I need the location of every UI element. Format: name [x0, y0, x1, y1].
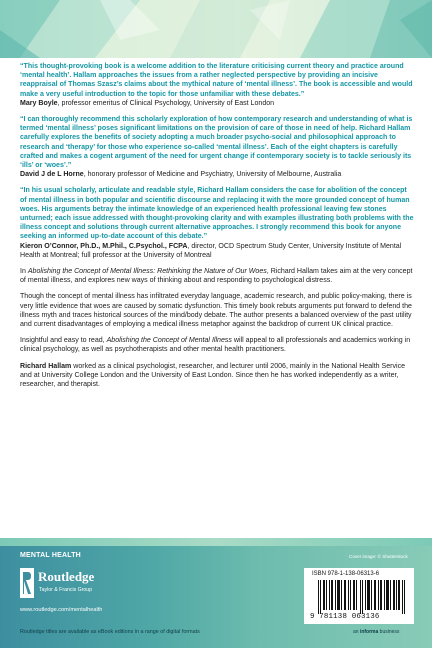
barcode-panel	[304, 568, 414, 624]
geometric-pattern	[0, 0, 432, 58]
informa-business-tag	[353, 629, 399, 635]
blurb-text: will appeal to all professionals and academics working in clinical psychology, as well as psychotherapists and other mental health practitioners.	[20, 337, 411, 354]
cover-image-credit: Cover image: © Shutterstock	[349, 554, 408, 559]
informa-brand: informa	[359, 629, 379, 635]
publisher-group: Taylor & Francis Group	[39, 587, 93, 593]
ebook-note: Routledge titles are available as eBook editions in a range of digital formats	[20, 629, 200, 635]
blurb-text: , Richard Hallam takes aim at the very concept of mental illness, and explores new ways of thinking about and responding to psychological distress.	[20, 268, 413, 285]
blurb-text: Insightful and easy to read,	[20, 337, 107, 345]
reviewer-role-1: , professor emeritus of Clinical Psychology, University of East London	[57, 99, 275, 107]
subject-category: MENTAL HEALTH	[20, 552, 81, 559]
publisher-url[interactable]: www.routledge.com/mentalhealth	[20, 607, 103, 613]
review-attribution-2	[20, 170, 414, 179]
isbn-label: ISBN 978-1-138-06313-6	[312, 571, 380, 577]
publisher-logo	[20, 568, 124, 602]
author-bio-text: worked as a clinical psychologist, researcher, and lecturer until 2006, mainly in the National Health Service and at University College London and the University of East London. Since then he has worked independently as a writer, researcher, and therapist.	[20, 362, 406, 389]
tag-text: business	[378, 629, 400, 635]
review-quote-3: “In his usual scholarly, articulate and readable style, Richard Hallam considers the case for abolition of the concept of mental illness in both popular and scientific discourse and replacing it with the more grounded concept of human woes. His arguments betray the intimate knowledge of an experienced health professional leaving few stones unturned; each issue addressed with thought-provoking clarity and with examples illustrating both problems with the illness concept and solutions through current alternative approaches. I strongly recommend this book for anyone seeking an informed up-to-date account of this debate.”	[20, 187, 414, 241]
blurb-paragraph-1	[20, 267, 414, 285]
review-attribution-3	[20, 242, 414, 260]
review-quote-1: “This thought-provoking book is a welcome addition to the literature criticising current theory and practice around ‘mental health’. Hallam approaches the issues from a rather neglected perspective by providing an incisive reappraisal of Thomas Szasz’s claims about the mythical nature of ‘mental illness’. The book is accessible and would make a very useful introduction to the topic for those unfamiliar with these debates.”	[20, 63, 413, 98]
author-name: Richard Hallam	[20, 362, 72, 370]
reviewer-role-2: , honorary professor of Medicine and Psychiatry, University of Melbourne, Australia	[83, 171, 342, 179]
reviewer-name-3: Kieron O’Connor, Ph.D., M.Phil., C.Psychol., FCPA	[20, 242, 188, 250]
barcode-icon	[318, 580, 406, 614]
back-cover-text	[20, 62, 414, 396]
footer-stripe	[0, 538, 432, 546]
reviewer-role-3: , director, OCD Spectrum Study Center, University Institute of Mental Health at Montreal; full professor at the University of Montreal	[20, 242, 402, 259]
blurb-text: In	[20, 268, 28, 276]
publisher-name: Routledge	[38, 569, 95, 584]
barcode-digits: 9 781138 063136	[310, 613, 380, 621]
review-attribution-1	[20, 99, 414, 108]
blurb-paragraph-3	[20, 336, 414, 354]
book-title-short: Abolishing the Concept of Mental Illness	[106, 337, 232, 345]
review-quote-2: “I can thoroughly recommend this scholarly exploration of how contemporary research and understanding of what is termed ‘mental illness’ poses significant limitations on the provision of care of those in need of help. Richard Hallam carefully explores the benefits of society adopting a much broader psycho-social and philosophical approach to research and ‘therapy’ for those who experience so-called ‘mental illness’. Each of the eight chapters is carefully crafted and makes a cogent argument of the need for urgent change if contemporary society is to tackle seriously its ‘ills’ or ‘woes’.”	[20, 116, 413, 170]
cover-footer	[0, 538, 432, 648]
cover-top-band	[0, 0, 432, 58]
reviewer-name-2: David J de L Horne	[20, 171, 84, 179]
author-bio	[20, 362, 414, 390]
book-title: Abolishing the Concept of Mental Illness: Rethinking the Nature of Our Woes	[27, 268, 267, 276]
reviewer-name-1: Mary Boyle	[20, 99, 58, 107]
routledge-logo-icon	[20, 568, 34, 598]
tag-text: an	[353, 629, 360, 635]
blurb-paragraph-2: Though the concept of mental illness has infiltrated everyday language, academic research, and public policy-making, there is very little evidence that woes are caused by somatic dysfunction. This timely book rebuts arguments put forward to defend the illness myth and traces historical sources of the mind/body debate. The author presents a balanced overview of the past utility and current disadvantages of employing a medical illness metaphor against the backdrop of current UK clinical practice.	[20, 293, 412, 329]
